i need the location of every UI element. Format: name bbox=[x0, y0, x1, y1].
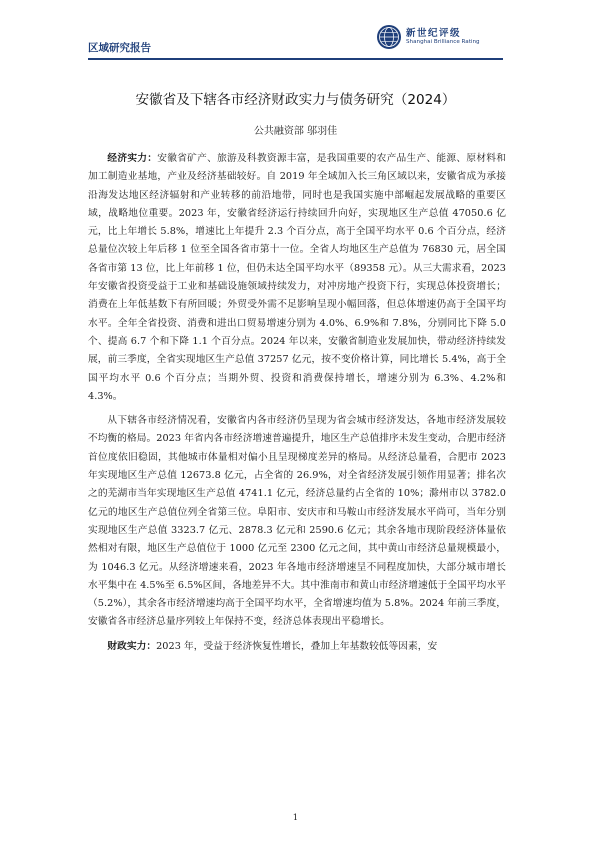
paragraph-lead: 财政实力： bbox=[107, 640, 157, 652]
document-title: 安徽省及下辖各市经济财政实力与债务研究（2024） bbox=[135, 92, 456, 108]
paragraph-text: 2023 年，受益于经济恢复性增长，叠加上年基数较低等因素，安 bbox=[156, 640, 438, 652]
page-header bbox=[88, 22, 503, 60]
company-logo bbox=[376, 22, 501, 52]
logo-chinese-name: 新世纪评级 bbox=[406, 28, 462, 39]
paragraph-city-economy bbox=[88, 412, 506, 632]
paragraph-text: 安徽省矿产、旅游及科教资源丰富，是我国重要的农产品生产、能源、原材料和加工制造业基地，产业及经济基础较好。自 2019 年全域加入长三角区域以来，安徽省成为承接沿海发达地区经济辐射和产业转移的前沿地带，同时也是我国实施中部崛起发展战略的重要区域，战略地位重要。2023 年，安徽省经济运行持续回升向好，实现地区生产总值 47050.6 亿元，比上年增长 5.8%，增速比上年提升 2.3 个百分点，高于全国平均水平 0.6 个百分点，经济总量位次较上年后移 1 位至全国各省市第十一位。全省人均地区生产总值为 76830 元，居全国各省市第 13 位，比上年前移 1 位，但仍未达全国平均水平（89358 元）。从三大需求看，2023 年安徽省投资受益于工业和基础设施领域持续发力，对冲房地产投资下行，实现总体投资增长；消费在上年低基数下有所回暖；外贸受外需不足影响呈现小幅回落，但总体增速仍高于全国平均水平。全年全省投资、消费和进出口贸易增速分别为 4.0%、6.9%和 7.8%，分别同比下降 5.0 个、提高 6.7 个和下降 1.1 个百分点。2024 年以来，安徽省制造业发展加快，带动经济持续发展，前三季度，全省实现地区生产总值 37257 亿元，按不变价格计算，同比增长 5.4%，高于全国平均水平 0.6 个百分点；当期外贸、投资和消费保持增长，增速分别为 6.3%、4.2%和 4.3%。 bbox=[88, 153, 507, 402]
paragraph-text: 从下辖各市经济情况看，安徽省内各市经济仍呈现为省会城市经济发达，各地市经济发展较不均衡的格局。2023 年省内各市经济增速普遍提升，地区生产总值排序未发生变动，合肥市经济首位度依旧稳固，其他城市体量相对偏小且呈现梯度差异的格局。从经济总量看，合肥市 2023 年实现地区生产总值 12673.8 亿元，占全省的 26.9%，对全省经济发展引领作用显著；排名次之的芜湖市当年实现地区生产总值 4741.1 亿元，经济总量约占全省的 10%；滁州市以 3782.0 亿元的地区生产总值位列全省第三位。阜阳市、安庆市和马鞍山市经济发展水平尚可，当年分别实现地区生产总值 3323.7 亿元、2878.3 亿元和 2590.6 亿元；其余各地市现阶段经济体量依然相对有限，地区生产总值位于 1000 亿元至 2300 亿元之间，其中黄山市经济总量规模最小，为 1046.3 亿元。从经济增速来看，2023 年各地市经济增速呈不同程度加快，大部分城市增长水平集中在 4.5%至 6.5%区间，各地差异不大。其中淮南市和黄山市经济增速低于全国平均水平（5.2%），其余各市经济增速均高于全国平均水平，全省增速均值为 5.8%。2024 年前三季度，安徽省各市经济总量序列较上年保持不变，经济总体表现出平稳增长。 bbox=[88, 415, 506, 628]
paragraph-economic-strength bbox=[88, 150, 506, 406]
report-category-label: 区域研究报告 bbox=[88, 42, 151, 54]
page-number: 1 bbox=[292, 813, 299, 823]
paragraph-lead: 经济实力： bbox=[107, 153, 158, 164]
logo-english-name: Shanghai Brilliance Rating bbox=[406, 39, 480, 45]
author-line: 公共融资部 邬羽佳 bbox=[253, 126, 338, 137]
paragraph-fiscal-strength bbox=[88, 638, 506, 656]
document-body bbox=[88, 150, 506, 662]
globe-seal-icon bbox=[376, 24, 402, 50]
